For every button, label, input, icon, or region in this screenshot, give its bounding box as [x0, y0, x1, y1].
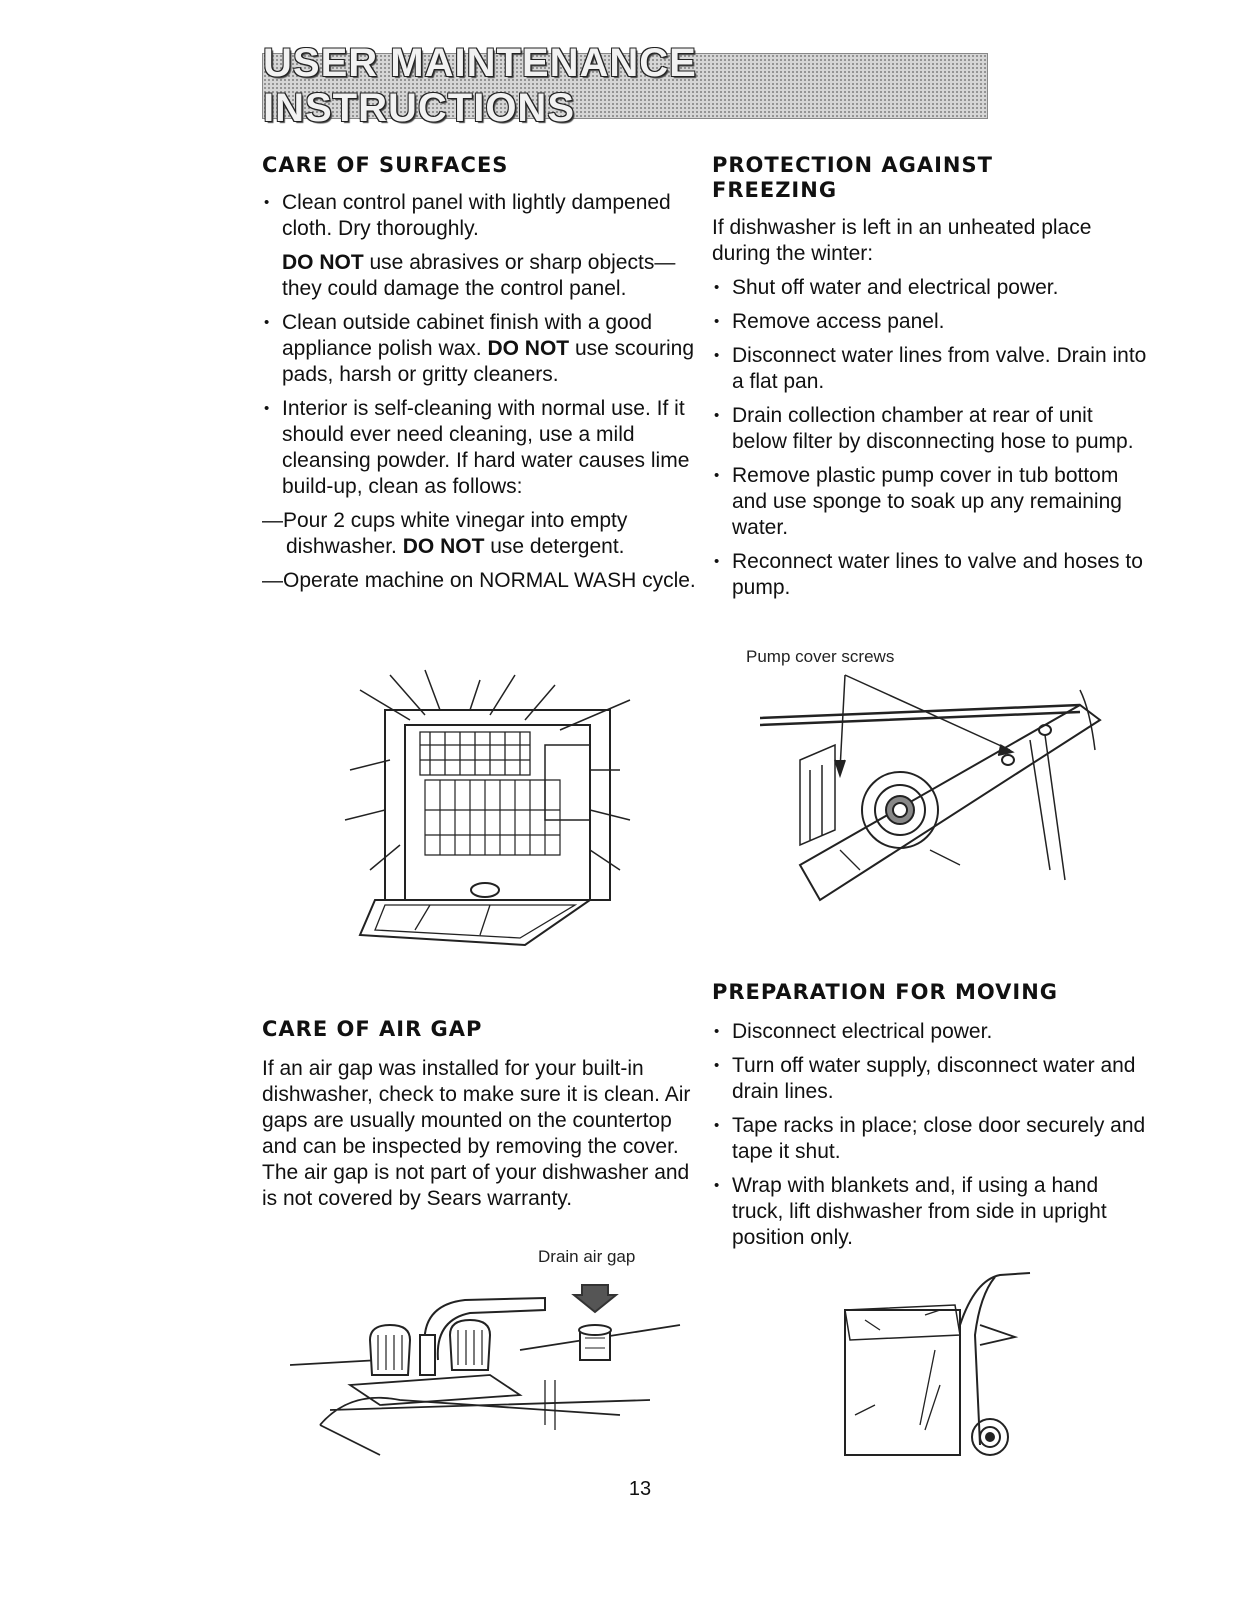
do-not-label: DO NOT — [282, 251, 364, 274]
freezing-item: • Disconnect water lines from valve. Drain into a flat pan. — [712, 343, 1152, 395]
air-gap-body: If an air gap was installed for your built-in dishwasher, check to make sure it is clean. Air gaps are usually mounted on the countertop and can be inspected by removing the cover. The air gap is not part of your dishwasher and is not covered by Sears warranty. — [262, 1057, 691, 1210]
hand-truck-illustration — [835, 1265, 1035, 1465]
pump-cover-illustration — [760, 670, 1120, 915]
pump-cover-caption: Pump cover screws — [746, 647, 895, 666]
air-gap-heading: CARE OF AIR GAP — [262, 1017, 483, 1041]
freezing-item: • Remove access panel. — [712, 309, 1152, 335]
freezing-item: • Remove plastic pump cover in tub bottom and use sponge to soak up any remaining water. — [712, 463, 1152, 541]
surfaces-item-2-a: Clean outside cabinet finish with a good appliance polish wax. — [282, 311, 653, 360]
surfaces-warning — [262, 250, 702, 302]
freezing-heading-line-2: FREEZING — [712, 178, 838, 202]
surfaces-step-2: —Operate machine on NORMAL WASH cycle. — [262, 569, 696, 592]
do-not-label: DO NOT — [402, 535, 485, 558]
freezing-intro: If dishwasher is left in an unheated place during the winter: — [712, 216, 1092, 265]
page-title-banner — [262, 41, 988, 130]
surfaces-item-2 — [262, 310, 702, 388]
surfaces-item-2-b: use scouring pads, harsh or gritty cleaners. — [282, 337, 695, 386]
page-title: USER MAINTENANCE INSTRUCTIONS — [263, 41, 697, 130]
surfaces-item-1: • Clean control panel with lightly dampened cloth. Dry thoroughly. — [262, 190, 702, 242]
surfaces-item-3: • Interior is self-cleaning with normal use. If it should ever need cleaning, use a mild cleansing powder. If hard water causes lime build-up, clean as follows: — [262, 396, 702, 500]
surfaces-step-1 — [262, 508, 702, 560]
drain-air-gap-illustration — [290, 1280, 690, 1460]
freezing-item: • Reconnect water lines to valve and hoses to pump. — [712, 549, 1152, 601]
freezing-section — [712, 153, 1152, 609]
open-dishwasher-illustration — [330, 660, 660, 960]
freezing-item: • Drain collection chamber at rear of unit below filter by disconnecting hose to pump. — [712, 403, 1152, 455]
moving-section — [712, 980, 1152, 1259]
do-not-label: DO NOT — [487, 337, 570, 360]
moving-heading: PREPARATION FOR MOVING — [712, 980, 1059, 1004]
air-gap-section — [262, 1017, 702, 1220]
page-number: 13 — [628, 1478, 652, 1500]
moving-item: • Turn off water supply, disconnect water and drain lines. — [712, 1053, 1152, 1105]
freezing-item: • Shut off water and electrical power. — [712, 275, 1152, 301]
care-of-surfaces-heading: CARE OF SURFACES — [262, 153, 509, 177]
surfaces-step-1-a: —Pour 2 cups white vinegar into empty dishwasher. — [262, 509, 628, 558]
drain-air-gap-caption: Drain air gap — [538, 1247, 636, 1266]
care-of-surfaces-section — [262, 153, 702, 602]
moving-item: • Disconnect electrical power. — [712, 1019, 1152, 1045]
moving-item: • Wrap with blankets and, if using a hand truck, lift dishwasher from side in upright position only. — [712, 1173, 1152, 1251]
surfaces-step-1-b: use detergent. — [484, 535, 625, 558]
surfaces-warning-text: use abrasives or sharp objects—they could damage the control panel. — [282, 251, 676, 300]
moving-item: • Tape racks in place; close door securely and tape it shut. — [712, 1113, 1152, 1165]
freezing-heading-line-1: PROTECTION AGAINST — [712, 153, 993, 177]
